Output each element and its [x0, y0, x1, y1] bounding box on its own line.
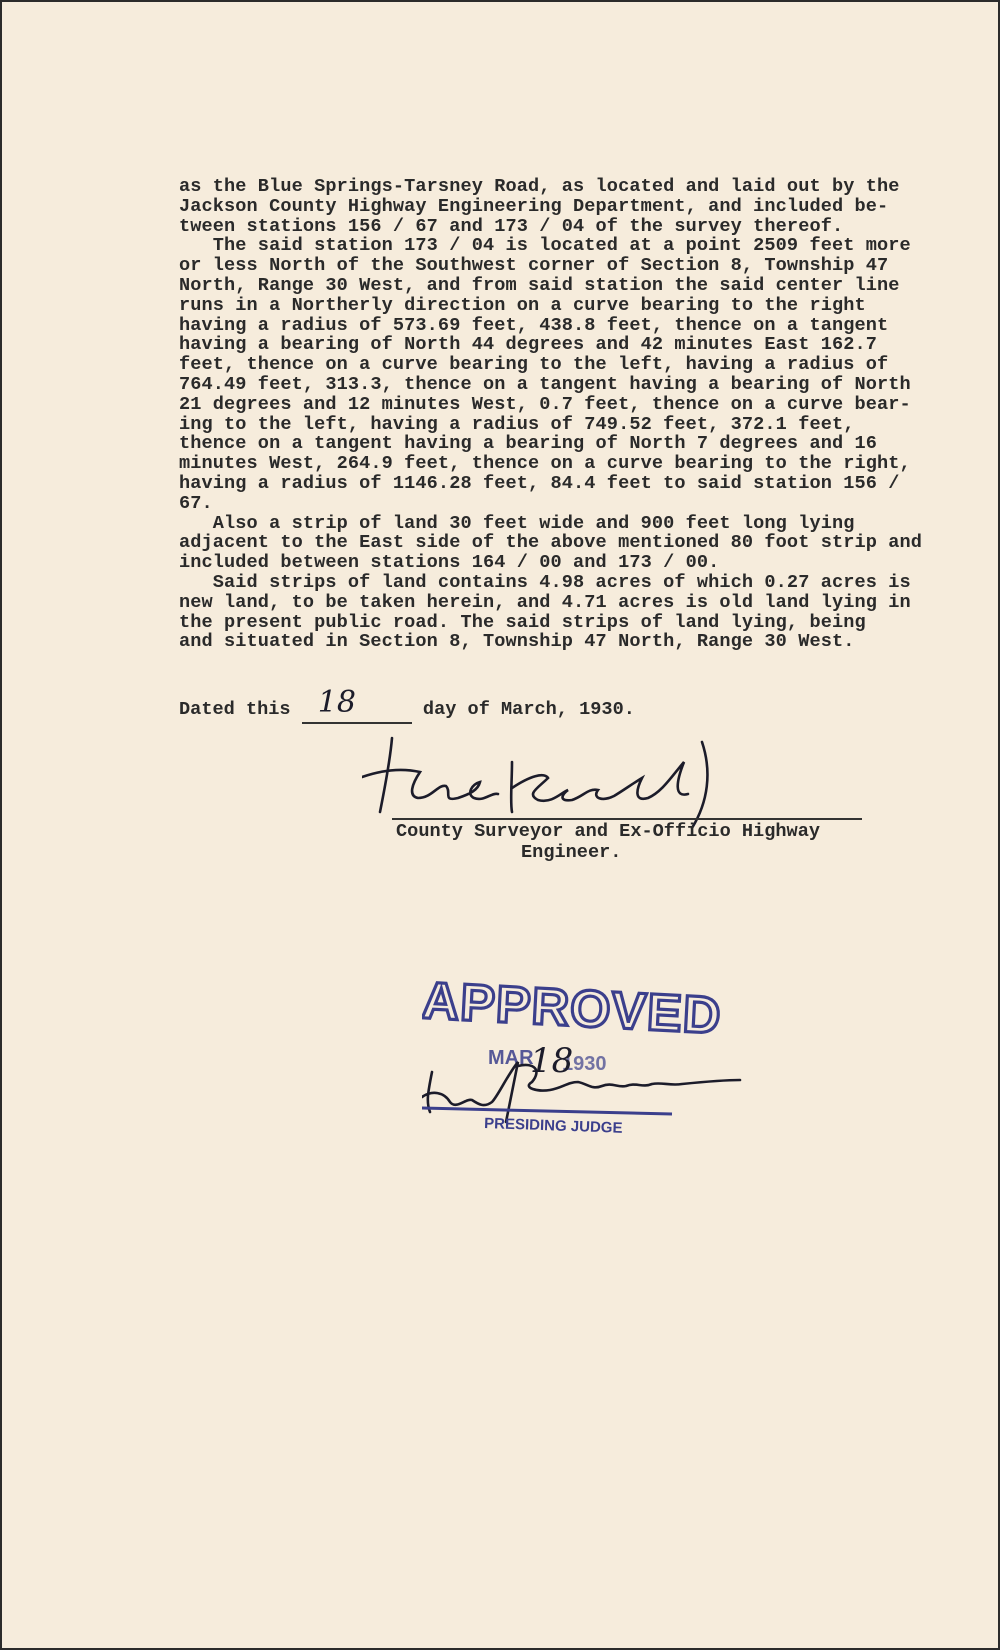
body-line: Jackson County Highway Engineering Department, and included be- — [179, 195, 889, 217]
body-line: new land, to be taken herein, and 4.71 acres is old land lying in — [179, 591, 911, 613]
document-body — [179, 177, 969, 652]
dated-day — [302, 687, 412, 724]
surveyor-signature — [362, 732, 882, 832]
body-line: as the Blue Springs-Tarsney Road, as located and laid out by the — [179, 176, 900, 197]
body-line: the present public road. The said strips of land lying, being — [179, 611, 866, 633]
approved-stamp-graphic — [422, 962, 762, 1142]
svg-text:1930: 1930 — [562, 1053, 607, 1075]
body-line: 764.49 feet, 313.3, thence on a tangent having a bearing of North — [179, 373, 911, 395]
body-line: The said station 173 / 04 is located at a point 2509 feet more — [179, 235, 911, 257]
dated-day-handwritten: 18 — [317, 685, 356, 720]
body-line: 21 degrees and 12 minutes West, 0.7 feet, thence on a curve bear- — [179, 393, 911, 415]
body-line: 67. — [179, 492, 213, 514]
body-line: minutes West, 264.9 feet, thence on a curve bearing to the right, — [179, 453, 911, 475]
body-line: runs in a Northerly direction on a curve bearing to the right — [179, 294, 866, 316]
body-line: tween stations 156 / 67 and 173 / 04 of the survey thereof. — [179, 215, 844, 237]
body-line: ing to the left, having a radius of 749.52 feet, 372.1 feet, — [179, 413, 855, 435]
svg-text:MAR: MAR — [488, 1047, 534, 1069]
dated-line — [179, 687, 635, 724]
body-line: North, Range 30 West, and from said station the said center line — [179, 274, 900, 296]
body-line: Said strips of land contains 4.98 acres of which 0.27 acres is — [179, 571, 911, 593]
dated-prefix: Dated this — [179, 699, 302, 720]
signature-line — [392, 818, 862, 820]
signature-title-line1: County Surveyor and Ex-Officio Highway — [396, 821, 821, 842]
body-line: having a bearing of North 44 degrees and 42 minutes East 162.7 — [179, 334, 877, 356]
body-line: having a radius of 1146.28 feet, 84.4 feet to said station 156 / — [179, 472, 900, 494]
svg-text:18: 18 — [530, 1041, 574, 1081]
approved-stamp — [422, 962, 762, 1142]
signature-title — [396, 821, 820, 863]
svg-text:APPROVED: APPROVED — [422, 971, 723, 1046]
body-line: feet, thence on a curve bearing to the left, having a radius of — [179, 354, 889, 376]
svg-text:PRESIDING JUDGE: PRESIDING JUDGE — [483, 1114, 623, 1137]
body-line: and situated in Section 8, Township 47 North, Range 30 West. — [179, 631, 855, 653]
body-line: Also a strip of land 30 feet wide and 900 feet long lying — [179, 512, 855, 534]
body-line: included between stations 164 / 00 and 173 / 00. — [179, 552, 720, 574]
body-line: thence on a tangent having a bearing of North 7 degrees and 16 — [179, 433, 877, 455]
surveyor-signature-block — [362, 732, 882, 872]
body-line: or less North of the Southwest corner of Section 8, Township 47 — [179, 255, 889, 277]
signature-title-line2: Engineer. — [521, 842, 622, 863]
body-line: adjacent to the East side of the above mentioned 80 foot strip and — [179, 532, 923, 554]
dated-suffix: day of March, 1930. — [411, 699, 635, 720]
body-line: having a radius of 573.69 feet, 438.8 feet, thence on a tangent — [179, 314, 889, 336]
